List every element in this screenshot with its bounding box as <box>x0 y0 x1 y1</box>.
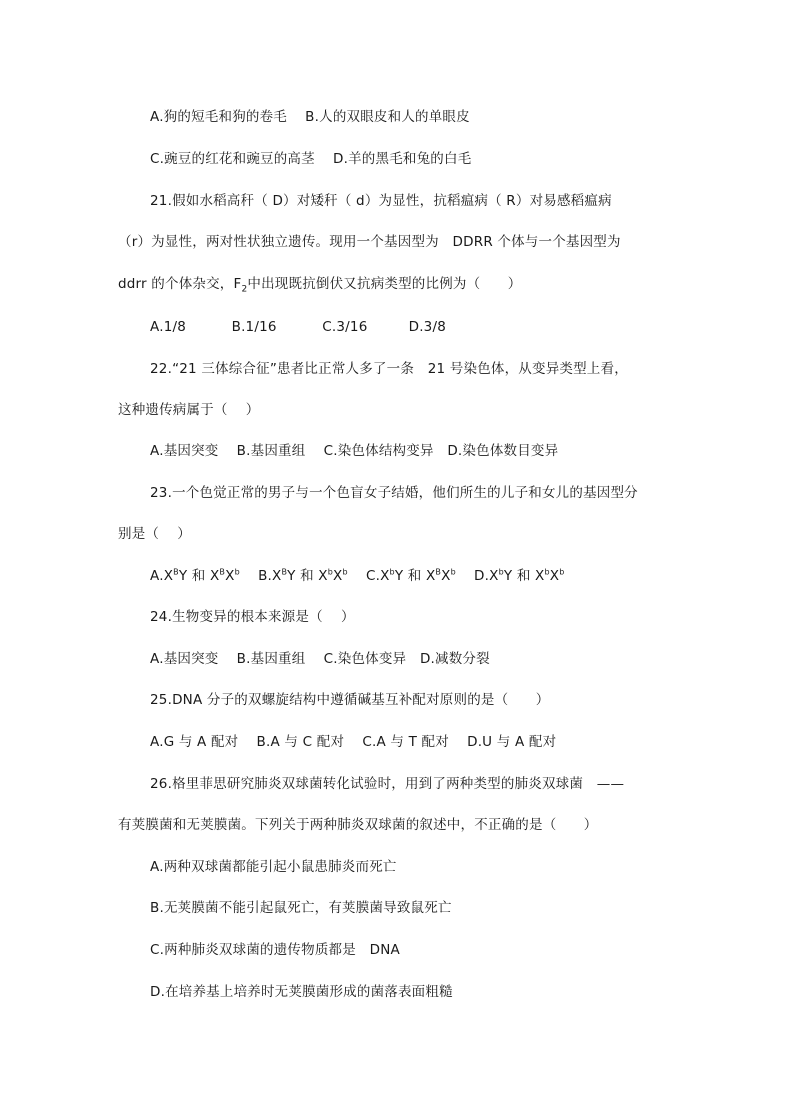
q23-option-b: $B.X^BY$ 和 $X^bX^b$ <box>258 567 348 584</box>
q26-option-b: B.无荚膜菌不能引起鼠死亡，有荚膜菌导致鼠死亡 <box>150 900 452 916</box>
q22-stem-line1: 22.“21 三体综合征”患者比正常人多了一条 21 号染色体，从变异类型上看， <box>150 361 628 377</box>
q26-stem-line2: 有荚膜菌和无荚膜菌。下列关于两种肺炎双球菌的叙述中，不正确的是（ ） <box>118 817 598 833</box>
q26-option-c: C.两种肺炎双球菌的遗传物质都是 DNA <box>150 942 400 958</box>
q24-stem: 24.生物变异的根本来源是（ ） <box>150 609 355 625</box>
q20-options-line1: A.狗的短毛和狗的卷毛 B.人的双眼皮和人的单眼皮 <box>150 109 470 125</box>
q23-stem-line2: 别是（ ） <box>118 526 191 542</box>
q21-stem-line3: ddrr 的个体杂交，$F_2$中出现既抗倒伏又抗病类型的比例为（ ） <box>118 276 522 295</box>
q26-option-a: A.两种双球菌都能引起小鼠患肺炎而死亡 <box>150 859 397 875</box>
q20-options-line2: C.豌豆的红花和豌豆的高茎 D.羊的黑毛和兔的白毛 <box>150 151 472 167</box>
q23-option-d: $D.X^bY$ 和 $X^bX^b$ <box>474 567 565 584</box>
q22-stem-line2: 这种遗传病属于（ ） <box>118 402 260 418</box>
q26-stem-line1: 26.格里菲思研究肺炎双球菌转化试验时，用到了两种类型的肺炎双球菌 —— <box>150 776 625 792</box>
q25-stem: 25.DNA 分子的双螺旋结构中遵循碱基互补配对原则的是（ ） <box>150 692 550 708</box>
q21-stem-line1: 21.假如水稻高秆（ D）对矮秆（ d）为显性，抗稻瘟病（ R）对易感稻瘟病 <box>150 193 612 209</box>
q21-options: A.1/8 B.1/16 C.3/16 D.3/8 <box>150 319 447 335</box>
q22-options: A.基因突变 B.基因重组 C.染色体结构变异 D.染色体数目变异 <box>150 443 559 459</box>
q23-stem-line1: 23.一个色觉正常的男子与一个色盲女子结婚，他们所生的儿子和女儿的基因型分 <box>150 485 638 501</box>
q24-options: A.基因突变 B.基因重组 C.染色体变异 D.减数分裂 <box>150 651 490 667</box>
q23-options <box>150 567 564 585</box>
q21-stem-line2: （r）为显性，两对性状独立遗传。现用一个基因型为 DDRR 个体与一个基因型为 <box>118 234 621 250</box>
q23-option-c: $C.X^bY$ 和 $X^BX^b$ <box>365 567 456 584</box>
q25-options: A.G 与 A 配对 B.A 与 C 配对 C.A 与 T 配对 D.U 与 A 配对 <box>150 734 557 750</box>
q26-option-d: D.在培养基上培养时无荚膜菌形成的菌落表面粗糙 <box>150 984 453 1000</box>
q23-option-a: $A.X^BY$ 和 $X^BX^b$ <box>150 567 240 584</box>
f2-subscript: 2 <box>241 284 248 295</box>
